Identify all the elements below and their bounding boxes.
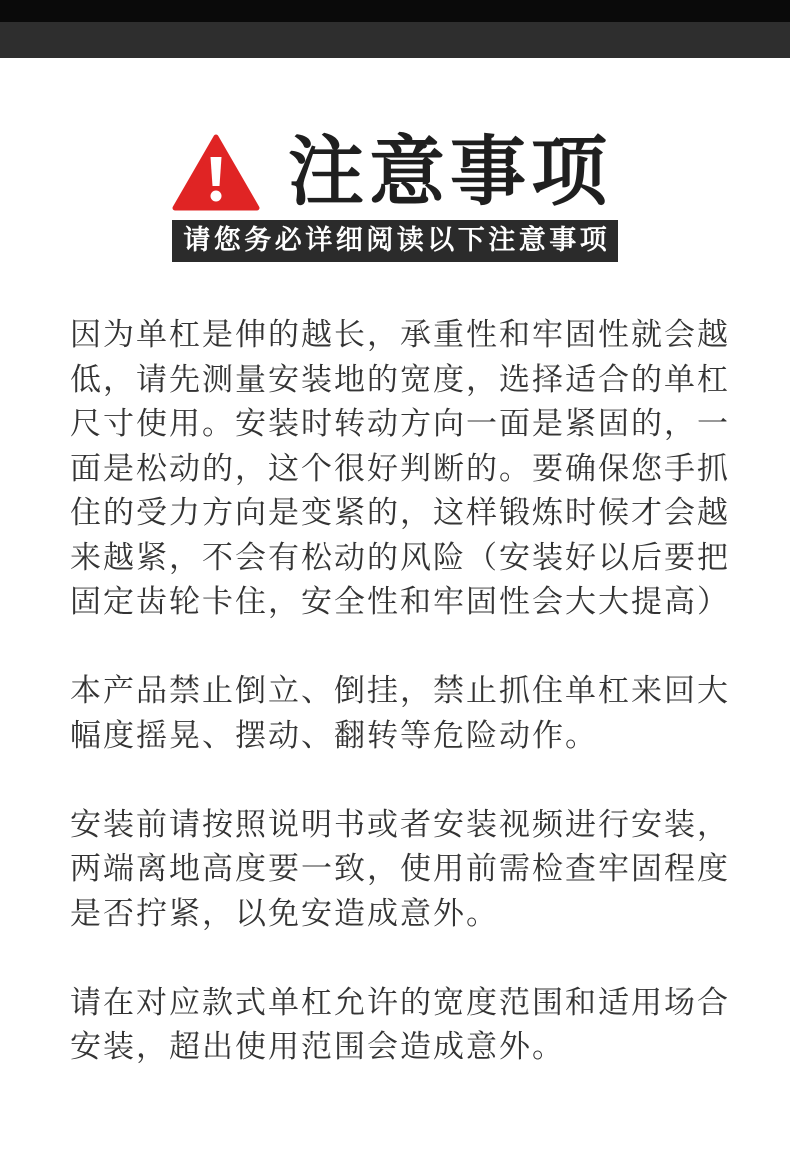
warning-triangle-graphic — [172, 133, 260, 211]
notice-paragraph — [70, 803, 750, 937]
top-bar — [0, 22, 790, 58]
page-title: 注意事项 — [288, 127, 612, 216]
subtitle-text: 请您务必详细阅读以下注意事项 — [183, 225, 611, 256]
notice-line: 安装，超出使用范围会造成意外。 — [70, 1029, 565, 1065]
notice-paragraph — [70, 669, 750, 758]
notice-line: 固定齿轮卡住，安全性和牢固性会大大提高） — [70, 584, 730, 620]
notice-line: 请在对应款式单杠允许的宽度范围和适用场合 — [70, 984, 730, 1021]
exclamation-dot — [211, 191, 222, 202]
warning-triangle-icon — [172, 133, 260, 211]
notice-line: 因为单杠是伸的越长，承重性和牢固性就会越 — [70, 317, 730, 353]
notice-line: 低，请先测量安装地的宽度，选择适合的单杠 — [70, 361, 730, 398]
notice-paragraph — [70, 981, 750, 1070]
notice-line: 面是松动的，这个很好判断的。要确保您手抓 — [70, 450, 730, 487]
notice-paragraph — [70, 313, 750, 625]
notice-line: 幅度摇晃、摆动、翻转等危险动作。 — [70, 717, 598, 754]
notice-line: 住的受力方向是变紧的，这样锻炼时候才会越 — [70, 495, 730, 531]
notice-line: 是否拧紧，以免安造成意外。 — [70, 895, 499, 932]
notice-line: 安装前请按照说明书或者安装视频进行安装， — [70, 806, 730, 843]
subtitle-banner — [172, 220, 618, 262]
notice-line: 尺寸使用。安装时转动方向一面是紧固的，一 — [70, 406, 730, 442]
top-edge-strip — [0, 0, 790, 22]
notice-line: 来越紧，不会有松动的风险（安装好以后要把 — [70, 539, 730, 576]
notice-body — [70, 313, 750, 1114]
notice-line: 两端离地高度要一致，使用前需检查牢固程度 — [70, 851, 730, 887]
notice-line: 本产品禁止倒立、倒挂，禁止抓住单杠来回大 — [70, 673, 730, 709]
